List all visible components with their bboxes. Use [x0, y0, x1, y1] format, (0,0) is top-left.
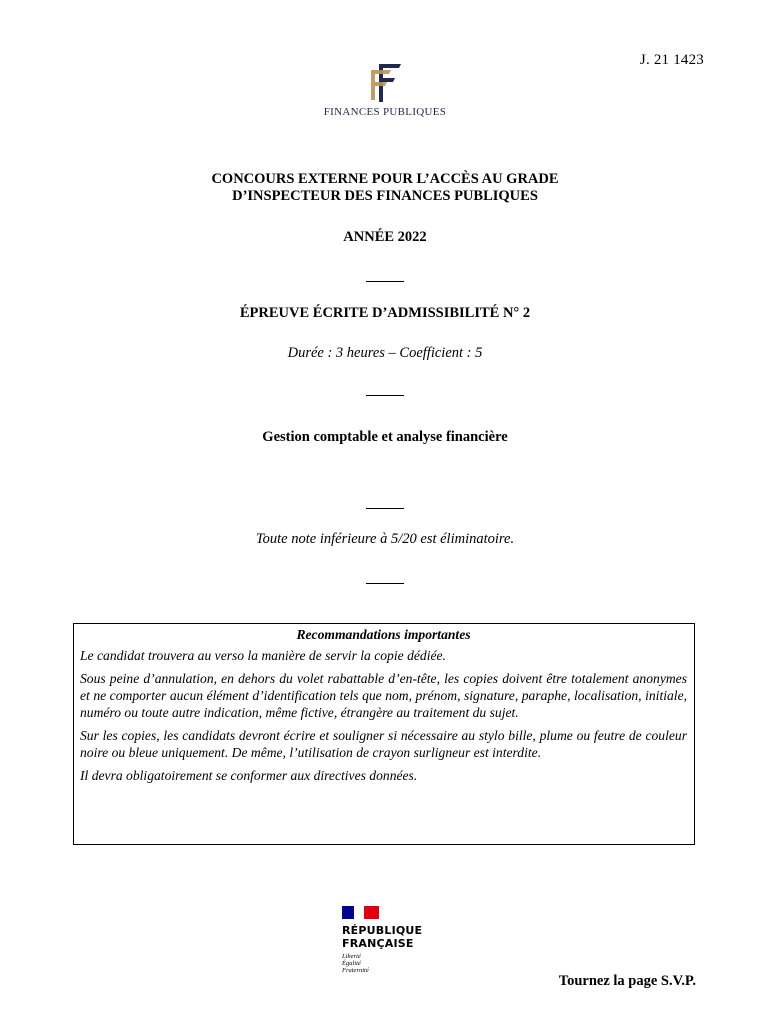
recommendations-box	[73, 623, 695, 845]
separator-rule	[366, 583, 404, 584]
marianne-flag-icon	[342, 906, 379, 919]
eliminatory-note: Toute note inférieure à 5/20 est éliminatoire.	[255, 531, 515, 547]
republic-motto	[342, 953, 432, 974]
logo-text: FINANCES PUBLIQUES	[323, 106, 447, 118]
recommendation-paragraph: Le candidat trouvera au verso la manière de servir la copie dédiée.	[80, 648, 446, 663]
separator-rule	[366, 281, 404, 282]
competition-title	[0, 171, 770, 205]
exam-name: ÉPREUVE ÉCRITE D’ADMISSIBILITÉ N° 2	[239, 305, 531, 321]
title-line-2: D’INSPECTEUR DES FINANCES PUBLIQUES	[232, 188, 538, 204]
recommendations-title: Recommandations importantes	[296, 627, 471, 642]
exam-year: ANNÉE 2022	[343, 229, 427, 245]
republic-name	[342, 924, 432, 950]
exam-duration: Durée : 3 heures – Coefficient : 5	[287, 345, 483, 361]
document-reference: J. 21 1423	[639, 52, 704, 68]
separator-rule	[366, 508, 404, 509]
title-line-1: CONCOURS EXTERNE POUR L’ACCÈS AU GRADE	[211, 171, 559, 187]
turn-page-note: Tournez la page S.V.P.	[558, 973, 696, 989]
motto-liberte: Liberté	[342, 953, 361, 960]
exam-subject: Gestion comptable et analyse financière	[262, 429, 508, 445]
separator-rule	[366, 395, 404, 396]
republique-francaise-logo	[342, 906, 432, 974]
motto-fraternite: Fraternité	[342, 967, 369, 974]
republic-line-2: FRANÇAISE	[342, 937, 414, 950]
recommendation-paragraph: Sous peine d’annulation, en dehors du volet rabattable d’en-tête, les copies doivent être totalement anonymes et ne comporter aucun élément d’identification tels que nom, prénom, signature, paraphe, localisation, initiale, numéro ou toute autre indication, même fictive, étrangère au traitement du sujet.	[80, 671, 687, 720]
ff-monogram-icon	[365, 60, 405, 104]
republic-line-1: RÉPUBLIQUE	[342, 924, 423, 937]
finances-publiques-logo	[322, 60, 448, 118]
recommendation-paragraph: Sur les copies, les candidats devront écrire et souligner si nécessaire au stylo bille, plume ou feutre de couleur noire ou bleue uniquement. De même, l’utilisation de crayon surligneur est interdite.	[80, 728, 687, 760]
recommendation-paragraph: Il devra obligatoirement se conformer aux directives données.	[80, 768, 418, 783]
motto-egalite: Égalité	[342, 960, 361, 967]
